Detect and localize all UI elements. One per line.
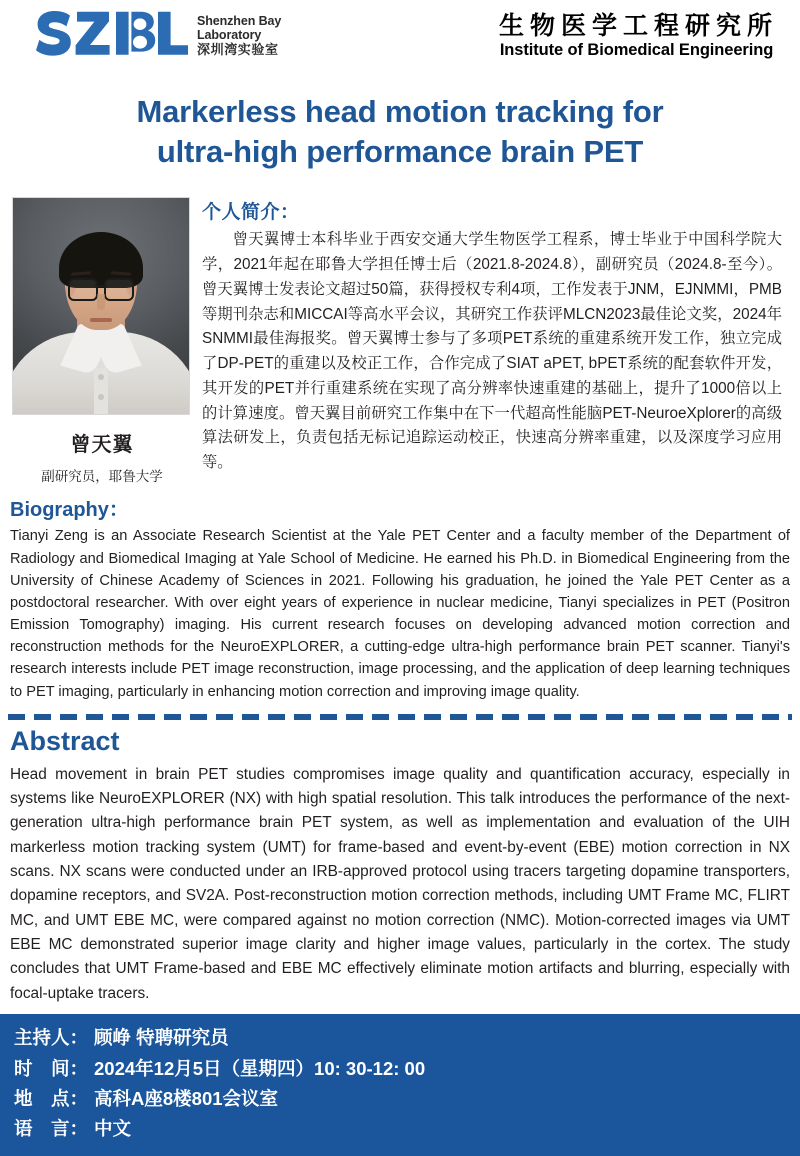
chinese-bio-column [192, 197, 788, 476]
szbl-logo [36, 10, 281, 61]
szbl-wordmark-icon [36, 10, 188, 61]
event-venue-value: 高科A座8楼801会议室 [94, 1087, 279, 1109]
szbl-name-en-line1: Shenzhen Bay [197, 13, 282, 28]
event-host-value: 顾峥 特聘研究员 [94, 1027, 229, 1049]
abstract-section [0, 720, 800, 1006]
talk-title [0, 78, 800, 171]
event-venue-label: 地 点： [14, 1087, 89, 1109]
photo-mouth [90, 318, 112, 322]
talk-title-line-2: ultra-high performance brain PET [156, 133, 644, 169]
szbl-name-cn: 深圳湾实验室 [197, 41, 279, 57]
institute-name-en: Institute of Biomedical Engineering [499, 41, 774, 59]
photo-glasses-left-lens [68, 278, 98, 301]
speaker-photo [12, 197, 190, 415]
page-header [0, 0, 800, 78]
institute-name-cn: 生物医学工程研究所 [498, 12, 778, 40]
event-details-footer [0, 1014, 800, 1156]
abstract-heading: Abstract [10, 725, 120, 756]
event-venue-row [14, 1084, 800, 1114]
speaker-name: 曾天翼 [70, 434, 134, 457]
abstract-body: Head movement in brain PET studies compromises image quality and quantification accuracy, especially in systems like NeuroEXPLORER (NX) with high spatial resolution. This talk introduces the performance of the next-generation ultra-high performance brain PET system, as well as implementation and evaluation of the UIH markerless motion tracking system (UMT) for frame-based and event-by-event (EBE) motion correction in NX scans. NX scans were conducted under an IRB-approved protocol using tracers targeting dopamine transporters, dopamine receptors, and SV2A. Post-reconstruction motion correction methods, including UMT Frame MC, FLIRT MC, and UMT EBE MC, were compared against no motion correction (NMC). Motion-corrected images via UMT EBE MC demonstrated superior image clarity and higher image values, particularly in the cortex. The study concludes that UMT Frame-based and EBE MC effectively eliminate motion artifacts and blurring, especially with focal-uptake tracers. [10, 765, 790, 1002]
chinese-bio-heading: 个人简介： [202, 202, 300, 224]
speaker-profile [0, 171, 800, 485]
photo-nose [97, 294, 105, 310]
biography-body: Tianyi Zeng is an Associate Research Scientist at the Yale PET Center and a faculty member of the Department of Radiology and Biomedical Imaging at Yale School of Medicine. He earned his Ph.D. in Biomedical Engineering from the University of Chinese Academy of Sciences in 2021. Following his graduation, he joined the Yale PET Center as a postdoctoral researcher. With over eight years of experience in nuclear medicine, Tianyi specializes in PET (Positron Emission Tomography) imaging. His current research focuses on developing advanced motion correction and reconstruction methods for the NeuroEXPLORER, a cutting-edge ultra-high performance brain PET scanner. Tianyi's research interests include PET image reconstruction, image processing, and the application of deep learning techniques to PET imaging, particularly in enhancing motion correction and improving image quality. [10, 528, 790, 700]
biography-heading: Biography： [10, 499, 129, 522]
event-host-row [14, 1023, 800, 1053]
institute-title [499, 10, 786, 60]
event-time-label: 时 间： [14, 1057, 89, 1079]
event-language-value: 中文 [94, 1117, 132, 1139]
speaker-photo-column [12, 197, 192, 485]
event-host-label: 主持人： [14, 1027, 89, 1049]
talk-title-line-1: Markerless head motion tracking for [136, 94, 664, 129]
szbl-logo-text [197, 14, 281, 58]
event-language-label: 语 言： [14, 1117, 89, 1139]
event-time-value: 2024年12月5日（星期四）10: 30-12: 00 [94, 1057, 426, 1079]
english-biography-section [0, 485, 800, 702]
szbl-name-en-line2: Laboratory [197, 27, 262, 42]
chinese-bio-body: 曾天翼博士本科毕业于西安交通大学生物医学工程系，博士毕业于中国科学院大学，2021年起在耶鲁大学担任博士后（2021.8-2024.8），副研究员（2024.8-至今）。曾天翼博士发表论文超过50篇，获得授权专利4项，工作发表于JNM，EJNMMI，PMB等期刊杂志和MICCAI等高水平会议，其研究工作获评MLCN2023最佳论文奖，2024年SNMMI最佳海报奖。曾天翼博士参与了多项PET系统的重建系统开发工作，独立完成了DP-PET的重建以及校正工作，合作完成了SIAT aPET, bPET系统的配套软件开发，其开发的PET并行重建系统在实现了高分辨率快速重建的基础上，提升了1000倍以上的计算速度。曾天翼目前研究工作集中在下一代超高性能脑PET-NeuroeXplorer的高级算法研发上，负责包括无标记追踪运动校正，快速高分辨率重建，以及深度学习应用等。 [202, 231, 782, 472]
photo-glasses-bridge [95, 285, 107, 287]
photo-glasses-right-lens [104, 278, 134, 301]
event-time-row [14, 1054, 800, 1084]
event-language-row [14, 1114, 800, 1144]
speaker-affiliation: 副研究员，耶鲁大学 [41, 469, 163, 485]
